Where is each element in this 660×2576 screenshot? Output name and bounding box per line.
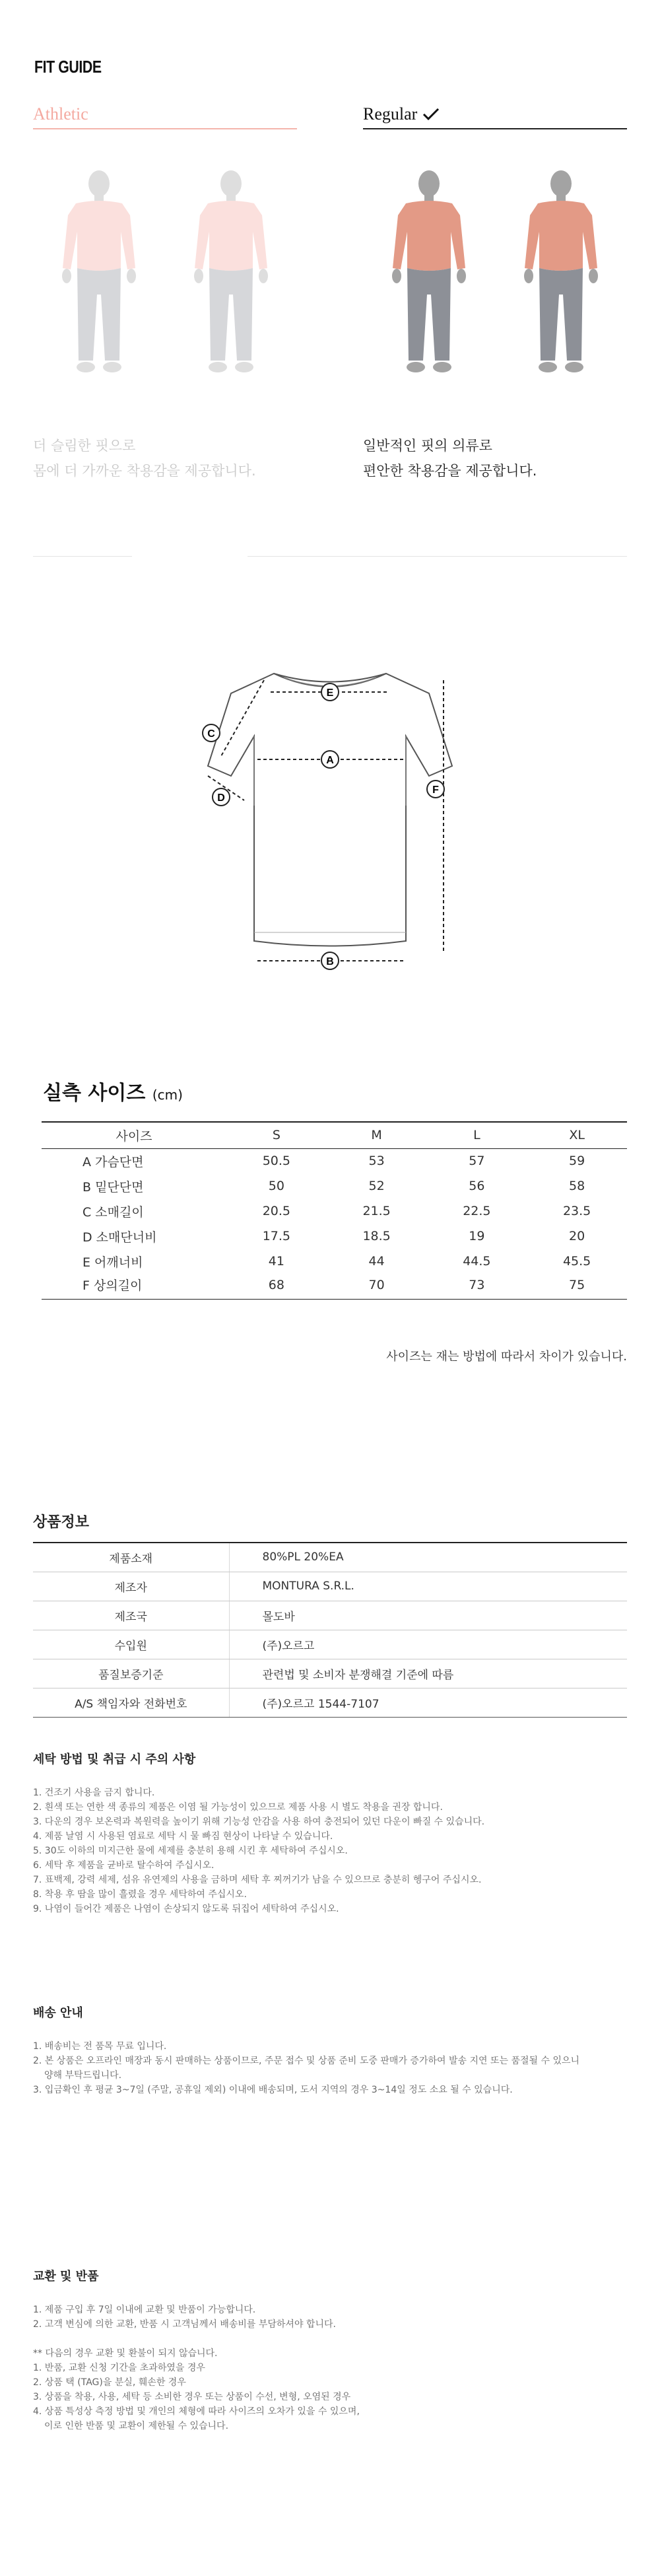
notice-item: 6. 세탁 후 제품을 균바로 탈수하여 주십시오. (33, 1860, 214, 1871)
size-row-value: 19 (469, 1229, 485, 1243)
figure-shoe-right (103, 362, 121, 372)
size-row-value: 52 (368, 1179, 385, 1193)
notice-item: 7. 표백제, 강력 세제, 섬유 유연제의 사용을 금하며 세탁 후 찌꺼기가 남을 수 있으므로 충분히 헹구어 주십시오. (33, 1875, 482, 1885)
size-row-value: 20.5 (262, 1204, 291, 1218)
size-chart-title-text: 실측 사이즈 (43, 1082, 146, 1105)
figure-pants (407, 268, 451, 361)
marker-a-label: A (326, 755, 334, 766)
notice-item: 이로 인한 반품 및 교환이 제한될 수 있습니다. (44, 2421, 229, 2431)
shipping-notice (33, 2003, 627, 2097)
size-row-label: A 가슴단면 (82, 1154, 144, 1169)
wash-notice-list (33, 1786, 627, 1916)
exchange-notice-title: 교환 및 반품 (33, 2270, 99, 2283)
figure-head (220, 170, 242, 197)
notice-item: 1. 건조기 사용을 금지 합니다. (33, 1788, 155, 1798)
figure-hand-left (62, 269, 71, 283)
notice-item: 2. 흰색 또는 연한 색 종류의 제품은 이염 될 가능성이 있으므로 제품 사용 시 별도 착용을 권장 합니다. (33, 1802, 443, 1813)
notice-item: 2. 본 상품은 오프라인 매장과 동시 판매하는 상품이므로, 주문 접수 및 상품 준비 도중 판매가 증가하여 발송 지연 또는 품절될 수 있으니 (33, 2056, 580, 2066)
exchange-exceptions-list (33, 2361, 627, 2433)
size-row-label: E 어깨너비 (82, 1255, 143, 1270)
size-chart-row (42, 1148, 627, 1173)
notice-item: 1. 배송비는 전 품목 무료 입니다. (33, 2041, 167, 2052)
size-row-label: F 상의길이 (42, 1274, 226, 1299)
size-row-value: 23.5 (562, 1204, 591, 1218)
figure-shoe-left (77, 362, 95, 372)
product-info-title: 상품정보 (33, 1514, 90, 1531)
fit-regular-column (363, 104, 627, 483)
marker-f (427, 781, 444, 798)
regular-figure-front (380, 169, 478, 380)
product-info-key: 품질보증기준 (33, 1659, 229, 1688)
product-info-value: (주)오르고 1544-7107 (229, 1688, 627, 1717)
fit-athletic-label-text: Athletic (33, 104, 88, 123)
fit-regular-desc-line1: 일반적인 핏의 의류로 (363, 438, 492, 454)
size-row-value: 44 (368, 1254, 385, 1269)
fit-athletic-desc-line1: 더 슬림한 핏으로 (33, 438, 136, 454)
notice-item: 9. 나염이 들어간 제품은 나염이 손상되지 않도록 뒤집어 세탁하여 주십시오. (33, 1904, 339, 1914)
product-info-value: 몰도바 (229, 1601, 627, 1630)
figure-hand-right (589, 269, 598, 283)
size-row-value: 59 (569, 1154, 585, 1169)
notice-item: 4. 상품 특성상 측정 방법 및 개인의 체형에 따라 사이즈의 오차가 있을 수 있으며, (33, 2406, 360, 2417)
marker-b (321, 952, 339, 969)
size-chart-row (42, 1274, 627, 1299)
product-info-key: 제조자 (33, 1572, 229, 1601)
size-header-m: M (327, 1122, 427, 1148)
size-row-label: B 밑단단면 (82, 1179, 144, 1195)
figure-shoe-right (565, 362, 583, 372)
marker-b-label: B (326, 956, 334, 967)
measurement-diagram (191, 654, 469, 971)
regular-figure-back (512, 169, 610, 380)
size-row-value: 50.5 (262, 1154, 291, 1169)
marker-e-label: E (326, 687, 334, 699)
wash-notice (33, 1750, 627, 1916)
size-header-s: S (226, 1122, 327, 1148)
marker-c-label: C (207, 728, 215, 740)
size-chart-title (43, 1076, 183, 1105)
notice-item: 1. 반품, 교환 신청 기간을 초과하였을 경우 (33, 2363, 205, 2373)
figure-shirt (525, 201, 597, 271)
product-info-row (33, 1543, 627, 1572)
product-info-key: 수입원 (33, 1630, 229, 1659)
size-header-xl: XL (527, 1122, 627, 1148)
product-info-key: A/S 책임자와 전화번호 (33, 1688, 229, 1717)
figure-shoe-left (539, 362, 557, 372)
product-info-row (33, 1688, 627, 1717)
fit-athletic-column (33, 104, 297, 483)
notice-item: 3. 입금확인 후 평균 3~7일 (주말, 공휴일 제외) 이내에 배송되며, 도서 지역의 경우 3~14일 정도 소요 될 수 있습니다. (33, 2085, 513, 2095)
product-info-value: 관련법 및 소비자 분쟁해결 기준에 따름 (229, 1659, 627, 1688)
figure-shoe-left (407, 362, 425, 372)
size-chart-row (42, 1224, 627, 1249)
shipping-notice-title: 배송 안내 (33, 2006, 83, 2020)
figure-hand-right (259, 269, 268, 283)
figure-shoe-right (433, 362, 451, 372)
marker-f-label: F (432, 784, 439, 796)
product-info-row (33, 1630, 627, 1659)
notice-item: 3. 상품을 착용, 사용, 세탁 등 소비한 경우 또는 상품이 수선, 변형, 오염된 경우 (33, 2392, 351, 2402)
notice-item: 5. 30도 이하의 미지근한 물에 세제를 충분히 용해 시킨 후 세탁하여 주십시오. (33, 1846, 348, 1856)
figure-shoe-left (209, 362, 227, 372)
fit-divider-left (33, 556, 132, 557)
fit-regular-figures (363, 129, 627, 380)
product-info-value: MONTURA S.R.L. (229, 1572, 627, 1601)
figure-shirt (63, 201, 135, 271)
size-header-label: 사이즈 (42, 1122, 226, 1148)
fit-athletic-label (33, 104, 297, 129)
figure-hand-right (127, 269, 136, 283)
size-chart-row (42, 1249, 627, 1274)
size-chart-header-row (42, 1122, 627, 1148)
marker-e (321, 683, 339, 701)
product-info-key: 제품소재 (33, 1543, 229, 1572)
product-info-row (33, 1601, 627, 1630)
fit-regular-desc-line2: 편안한 착용감을 제공합니다. (363, 463, 537, 479)
figure-shoe-right (235, 362, 253, 372)
figure-head (418, 170, 440, 197)
notice-item: 8. 착용 후 땀을 많이 흘렸을 경우 세탁하여 주십시오. (33, 1889, 247, 1900)
figure-hand-left (194, 269, 203, 283)
size-row-value: 50 (268, 1179, 284, 1193)
fit-athletic-desc-line2: 몸에 더 가까운 착용감을 제공합니다. (33, 463, 256, 479)
size-row-value: 58 (569, 1179, 585, 1193)
marker-a (321, 751, 339, 768)
size-row-value: 75 (527, 1274, 627, 1299)
product-info-table (33, 1542, 627, 1718)
size-chart-table (42, 1121, 627, 1300)
fit-athletic-description (33, 433, 297, 483)
marker-d-label: D (217, 792, 225, 804)
marker-d (213, 788, 230, 806)
figure-head (550, 170, 572, 197)
marker-c (203, 724, 220, 742)
notice-item: 3. 다운의 경우 보온력과 복원력을 높이기 위해 기능성 안감을 사용 하여 충전되어 있던 다운이 빠질 수 있습니다. (33, 1817, 485, 1827)
product-info-value: (주)오르고 (229, 1630, 627, 1659)
notice-item: 2. 고객 변심에 의한 교환, 반품 시 고객님께서 배송비를 부담하셔야 합니다. (33, 2319, 336, 2330)
notice-item: 2. 상품 택 (TAG)을 분실, 훼손한 경우 (33, 2377, 186, 2388)
athletic-figure-front (50, 169, 148, 380)
size-header-l: L (427, 1122, 527, 1148)
size-row-value: 21.5 (362, 1204, 391, 1218)
exchange-notice-list (33, 2303, 627, 2332)
size-row-value: 44.5 (463, 1254, 491, 1269)
size-row-label: C 소매길이 (82, 1204, 144, 1220)
figure-pants (539, 268, 583, 361)
athletic-figure-back (182, 169, 280, 380)
size-row-value: 18.5 (362, 1229, 391, 1243)
fit-regular-label (363, 104, 627, 129)
exchange-exceptions-title: ** 다음의 경우 교환 및 환불이 되지 않습니다. (33, 2348, 218, 2359)
notice-item: 4. 제품 날염 시 사용된 염료로 세탁 시 물 빠짐 현상이 나타날 수 있습니다. (33, 1831, 333, 1842)
product-info-value: 80%PL 20%EA (229, 1543, 627, 1572)
product-info-row (33, 1659, 627, 1688)
figure-pants (77, 268, 121, 361)
size-chart-row (42, 1199, 627, 1224)
product-info-row (33, 1572, 627, 1601)
shipping-notice-list (33, 2039, 627, 2097)
size-chart-unit: (cm) (152, 1087, 183, 1103)
fit-guide-title: FIT GUIDE (34, 57, 102, 77)
size-row-value: 68 (226, 1274, 327, 1299)
size-row-value: 73 (427, 1274, 527, 1299)
size-row-value: 56 (469, 1179, 485, 1193)
product-info-key: 제조국 (33, 1601, 229, 1630)
notice-item: 1. 제품 구입 후 7일 이내에 교환 및 반품이 가능합니다. (33, 2305, 256, 2315)
figure-shirt (393, 201, 465, 271)
notice-item: 양해 부탁드립니다. (44, 2070, 122, 2081)
size-row-value: 41 (268, 1254, 284, 1269)
size-row-value: 22.5 (463, 1204, 491, 1218)
exchange-notice (33, 2267, 627, 2433)
size-row-value: 17.5 (262, 1229, 291, 1243)
size-row-value: 45.5 (562, 1254, 591, 1269)
size-row-value: 53 (368, 1154, 385, 1169)
tshirt-outline (208, 674, 452, 946)
figure-shirt (195, 201, 267, 271)
figure-hand-left (392, 269, 401, 283)
fit-divider-right (248, 556, 627, 557)
tshirt-diagram (191, 654, 469, 971)
figure-hand-left (524, 269, 533, 283)
size-row-value: 57 (469, 1154, 485, 1169)
figure-pants (209, 268, 253, 361)
size-row-label: D 소매단너비 (82, 1230, 157, 1245)
size-row-value: 70 (327, 1274, 427, 1299)
size-chart-note: 사이즈는 재는 방법에 따라서 차이가 있습니다. (386, 1350, 627, 1364)
wash-notice-title: 세탁 방법 및 취급 시 주의 사항 (33, 1753, 196, 1766)
size-row-value: 20 (569, 1229, 585, 1243)
fit-regular-label-text: Regular (363, 104, 418, 123)
checkmark-icon (422, 107, 440, 122)
fit-athletic-figures (33, 129, 297, 380)
figure-hand-right (457, 269, 466, 283)
figure-head (88, 170, 110, 197)
fit-regular-description (363, 433, 627, 483)
size-chart-row (42, 1173, 627, 1199)
